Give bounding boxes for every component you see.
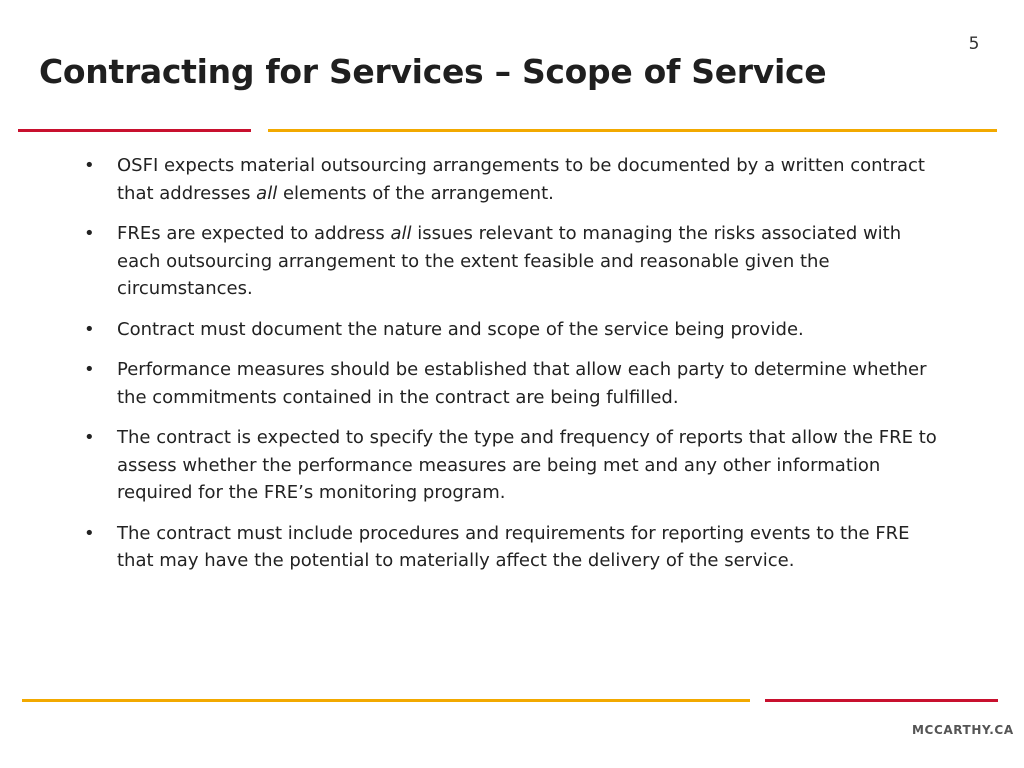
- bullet-item: [80, 152, 950, 207]
- bottom-gold-divider: [22, 699, 750, 702]
- bullet-item: [80, 220, 950, 303]
- bullet-marker: •: [84, 318, 95, 340]
- bullet-item: [80, 356, 950, 411]
- bullet-text: FREs are expected to address: [117, 223, 391, 244]
- slide-title: Contracting for Services – Scope of Service: [39, 52, 827, 91]
- bullet-text: The contract is expected to specify the type and frequency of reports that allow the FRE to assess whether the performance measures are being met and any other information required for the FRE’s monitoring program.: [117, 427, 937, 503]
- bullet-marker: •: [84, 155, 95, 176]
- top-gold-divider: [268, 129, 997, 132]
- bullet-item: [80, 424, 950, 507]
- bullet-list: [80, 152, 950, 588]
- bullet-text: OSFI expects material outsourcing arrangements to be documented by a written contract that addresses: [117, 155, 925, 204]
- bullet-item: [80, 316, 950, 344]
- bullet-marker: •: [84, 427, 95, 448]
- bullet-marker: •: [84, 522, 95, 544]
- bullet-marker: •: [84, 223, 95, 244]
- bullet-emphasis: all: [390, 223, 412, 244]
- bullet-text: The contract must include procedures and requirements for reporting events to the FRE that may have the potential to materially affect the delivery of the service.: [117, 522, 910, 571]
- bullet-item: [80, 520, 950, 575]
- bullet-marker: •: [84, 359, 95, 380]
- bullet-emphasis: all: [256, 182, 278, 204]
- bullet-text: elements of the arrangement.: [277, 182, 554, 204]
- bullet-text: Contract must document the nature and scope of the service being provide.: [117, 318, 804, 340]
- page-number: 5: [968, 34, 980, 54]
- top-red-divider: [18, 129, 251, 132]
- bullet-text: issues relevant to managing the risks associated with each outsourcing arrangement to the extent feasible and reasonable given the circumstances.: [117, 223, 902, 299]
- bottom-red-divider: [765, 699, 998, 702]
- bullet-text: Performance measures should be established that allow each party to determine whether the commitments contained in the contract are being fulfilled.: [117, 359, 927, 408]
- mccarthy-logo: MCCARTHY.CA: [912, 723, 1014, 737]
